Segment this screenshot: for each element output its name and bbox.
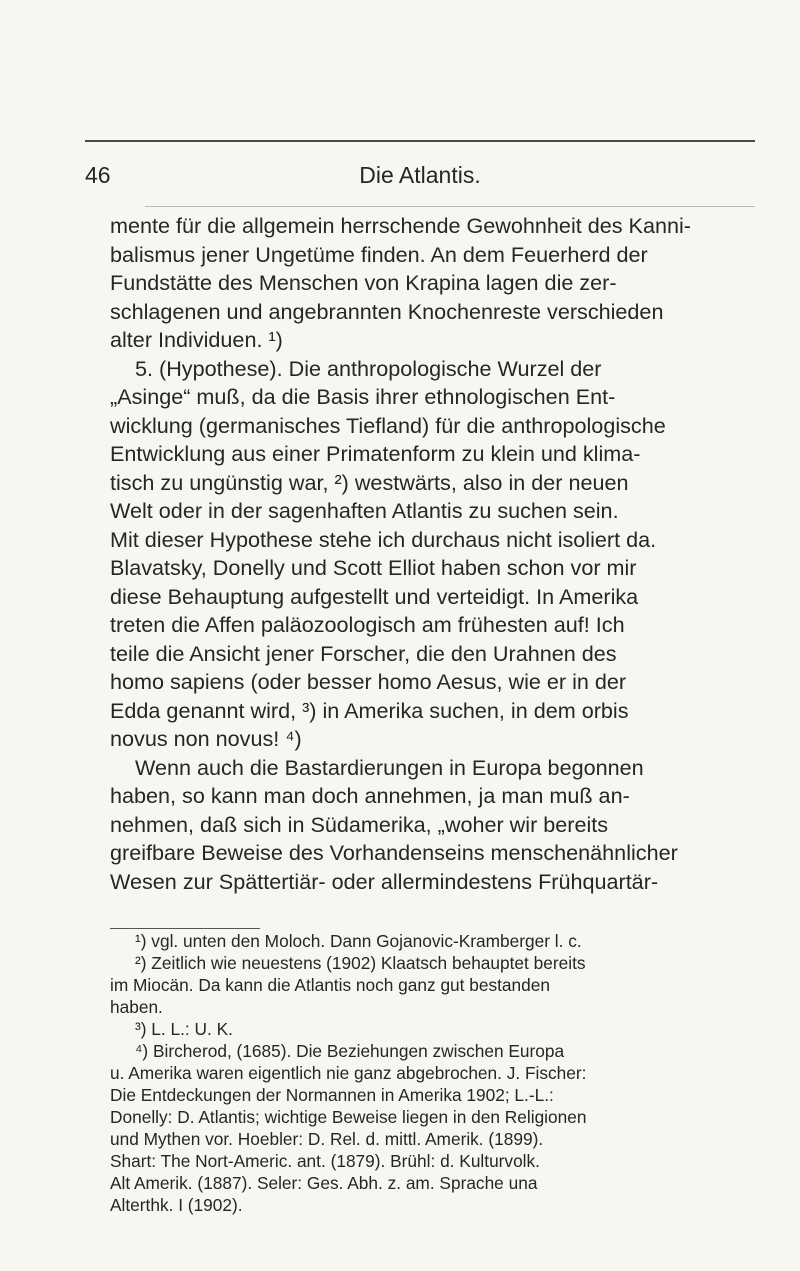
footnote-line: Alt Amerik. (1887). Seler: Ges. Abh. z. am. Sprache una — [110, 1173, 538, 1193]
footnote-line: u. Amerika waren eigentlich nie ganz abgebrochen. J. Fischer: — [110, 1063, 587, 1083]
body-line: diese Behauptung aufgestellt und verteidigt. In Amerika — [110, 583, 639, 609]
top-rule — [85, 140, 755, 142]
body-line: nehmen, daß sich in Südamerika, „woher wir bereits — [110, 811, 609, 837]
body-line: Welt oder in der sagenhaften Atlantis zu suchen sein. — [110, 498, 619, 523]
footnote-line: ²) Zeitlich wie neuestens (1902) Klaatsch behauptet bereits — [135, 953, 586, 973]
footnote-line: Donelly: D. Atlantis; wichtige Beweise liegen in den Religionen — [110, 1107, 587, 1127]
footnotes — [110, 930, 760, 1216]
body-line: teile die Ansicht jener Forscher, die den Urahnen des — [110, 640, 617, 666]
footnote-line: haben. — [110, 997, 163, 1017]
body-line: homo sapiens (oder besser homo Aesus, wie er in der — [110, 669, 627, 694]
body-line: 5. (Hypothese). Die anthropologische Wurzel der — [135, 355, 602, 381]
body-line: „Asinge“ muß, da die Basis ihrer ethnologischen Ent- — [110, 384, 616, 409]
running-title: Die Atlantis. — [359, 162, 481, 188]
body-line: schlagenen und angebrannten Knochenreste verschieden — [110, 298, 664, 324]
footnote-line: Alterthk. I (1902). — [110, 1195, 243, 1215]
body-line: Fundstätte des Menschen von Krapina lagen die zer- — [110, 270, 617, 295]
footnote-line: Shart: The Nort-Americ. ant. (1879). Brühl: d. Kulturvolk. — [110, 1151, 540, 1171]
footnote-line: im Miocän. Da kann die Atlantis noch ganz gut bestanden — [110, 975, 550, 995]
body-line: Mit dieser Hypothese stehe ich durchaus nicht isoliert da. — [110, 526, 657, 552]
footnote-line: Die Entdeckungen der Normannen in Amerika 1902; L.-L.: — [110, 1085, 554, 1105]
body-line: balismus jener Ungetüme finden. An dem Feuerherd der — [110, 241, 648, 267]
footnote-rule — [110, 928, 260, 929]
page-number: 46 — [85, 162, 111, 188]
body-line: Wenn auch die Bastardierungen in Europa begonnen — [135, 754, 644, 780]
body-line: treten die Affen paläozoologisch am frühesten auf! Ich — [110, 612, 625, 637]
body-text — [110, 212, 760, 896]
footnote-line: ⁴) Bircherod, (1685). Die Beziehungen zwischen Europa — [135, 1041, 565, 1061]
header-rule — [145, 206, 755, 207]
body-line: novus non novus! ⁴) — [110, 726, 302, 751]
body-line: greifbare Beweise des Vorhandenseins menschenähnlicher — [110, 840, 678, 865]
body-line: Blavatsky, Donelly und Scott Elliot haben schon vor mir — [110, 555, 637, 580]
body-line: haben, so kann man doch annehmen, ja man muß an- — [110, 783, 630, 808]
body-line: wicklung (germanisches Tiefland) für die anthropologische — [110, 412, 666, 438]
page-header — [85, 162, 755, 196]
body-line: alter Individuen. ¹) — [110, 327, 283, 352]
footnote-line: und Mythen vor. Hoebler: D. Rel. d. mittl. Amerik. (1899). — [110, 1129, 544, 1149]
footnote-line: ³) L. L.: U. K. — [135, 1019, 233, 1039]
body-line: tisch zu ungünstig war, ²) westwärts, also in der neuen — [110, 469, 629, 495]
body-line: Edda genannt wird, ³) in Amerika suchen, in dem orbis — [110, 697, 629, 723]
body-line: mente für die allgemein herrschende Gewohnheit des Kanni- — [110, 213, 691, 238]
body-line: Wesen zur Spättertiär- oder allermindestens Frühquartär- — [110, 868, 659, 894]
footnote-line: ¹) vgl. unten den Moloch. Dann Gojanovic-Kramberger l. c. — [135, 931, 582, 951]
body-line: Entwicklung aus einer Primatenform zu klein und klima- — [110, 441, 641, 466]
